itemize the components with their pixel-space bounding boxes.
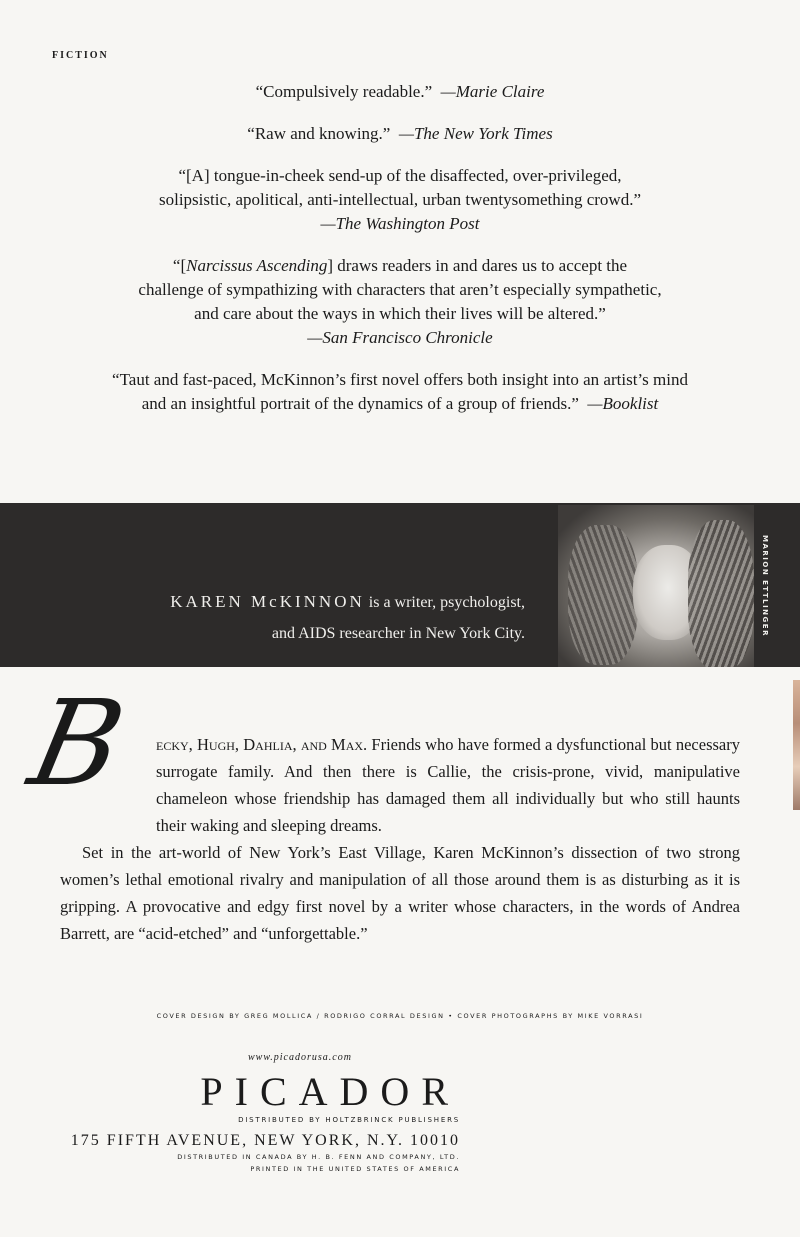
review-quote bbox=[0, 254, 800, 350]
quote-open: “[ bbox=[172, 256, 187, 275]
distributor-line: DISTRIBUTED BY HOLTZBRINCK PUBLISHERS bbox=[238, 1116, 460, 1124]
photo-hair-left bbox=[568, 525, 638, 665]
review-quote bbox=[0, 80, 800, 104]
bio-text: and AIDS researcher in New York City. bbox=[271, 625, 525, 642]
quote-text: challenge of sympathizing with characters that aren’t especially sympathetic, bbox=[138, 280, 662, 299]
publisher-address: 175 FIFTH AVENUE, NEW YORK, N.Y. 10010 bbox=[70, 1132, 460, 1149]
quote-source: —Marie Claire bbox=[440, 82, 545, 101]
blurb-paragraph: Set in the art-world of New York’s East Village, Karen McKinnon’s dissection of two strong women’s lethal emotional rivalry and manipulation of all those around them is as disturbing as it is gripping. A provocative and edgy first novel by a writer whose characters, in the words of Andrea Barrett, are “acid-etched” and “unforgettable.” bbox=[60, 843, 740, 943]
drop-cap: B bbox=[19, 674, 136, 812]
quote-text: and care about the ways in which their lives will be altered.” bbox=[194, 304, 606, 323]
blurb-lead: ecky, Hugh, Dahlia, and Max. bbox=[156, 735, 368, 754]
photo-hair-right bbox=[688, 520, 754, 667]
quote-source: —Booklist bbox=[587, 394, 659, 413]
book-blurb bbox=[60, 731, 740, 947]
quote-source: —San Francisco Chronicle bbox=[307, 328, 493, 347]
quote-text: “[A] tongue-in-cheek send-up of the disaffected, over-privileged, bbox=[178, 166, 622, 185]
publisher-imprint bbox=[50, 1070, 460, 1173]
design-credit: COVER DESIGN BY GREG MOLLICA / RODRIGO CORRAL DESIGN • COVER PHOTOGRAPHS BY MIKE VORRASI bbox=[156, 1012, 644, 1020]
publisher-url: www.picadorusa.com bbox=[248, 1052, 352, 1063]
review-quote bbox=[0, 164, 800, 236]
quote-text: ] draws readers in and dares us to accept the bbox=[327, 256, 628, 275]
review-quote bbox=[0, 122, 800, 146]
quote-text: solipsistic, apolitical, anti-intellectual, urban twentysomething crowd.” bbox=[158, 190, 642, 209]
photo-credit-text: MARION ETTLINGER bbox=[761, 535, 769, 637]
review-quote bbox=[0, 368, 800, 416]
quote-text: “Raw and knowing.” bbox=[247, 124, 391, 143]
author-photo bbox=[558, 505, 754, 667]
review-quotes bbox=[0, 80, 800, 434]
photo-credit bbox=[752, 505, 778, 667]
quote-text: “Taut and fast-paced, McKinnon’s first novel offers both insight into an artist’s mind bbox=[112, 370, 688, 389]
quote-text: “Compulsively readable.” bbox=[255, 82, 433, 101]
blurb-paragraph bbox=[60, 731, 740, 839]
cover-edge-strip bbox=[793, 680, 800, 810]
book-title: Narcissus Ascending bbox=[186, 256, 328, 275]
publisher-logo: PICADOR bbox=[200, 1069, 460, 1114]
blurb-text: Friends who have formed a dysfunctional but necessary surrogate family. And then there is Callie, the crisis-prone, vivid, manipulative chameleon whose friendship has damaged them all individually but who still haunts their waking and sleeping dreams. bbox=[156, 735, 740, 835]
printed-in: PRINTED IN THE UNITED STATES OF AMERICA bbox=[250, 1165, 460, 1173]
quote-text: and an insightful portrait of the dynamics of a group of friends.” bbox=[141, 394, 579, 413]
bio-text: is a writer, psychologist, bbox=[364, 594, 525, 611]
quote-source: —The New York Times bbox=[398, 124, 553, 143]
quote-source: —The Washington Post bbox=[320, 214, 480, 233]
author-bio bbox=[170, 586, 525, 649]
canada-distributor: DISTRIBUTED IN CANADA BY H. B. FENN AND COMPANY, LTD. bbox=[177, 1153, 460, 1161]
genre-label: FICTION bbox=[52, 50, 109, 61]
author-name: KAREN McKINNON bbox=[170, 592, 365, 611]
